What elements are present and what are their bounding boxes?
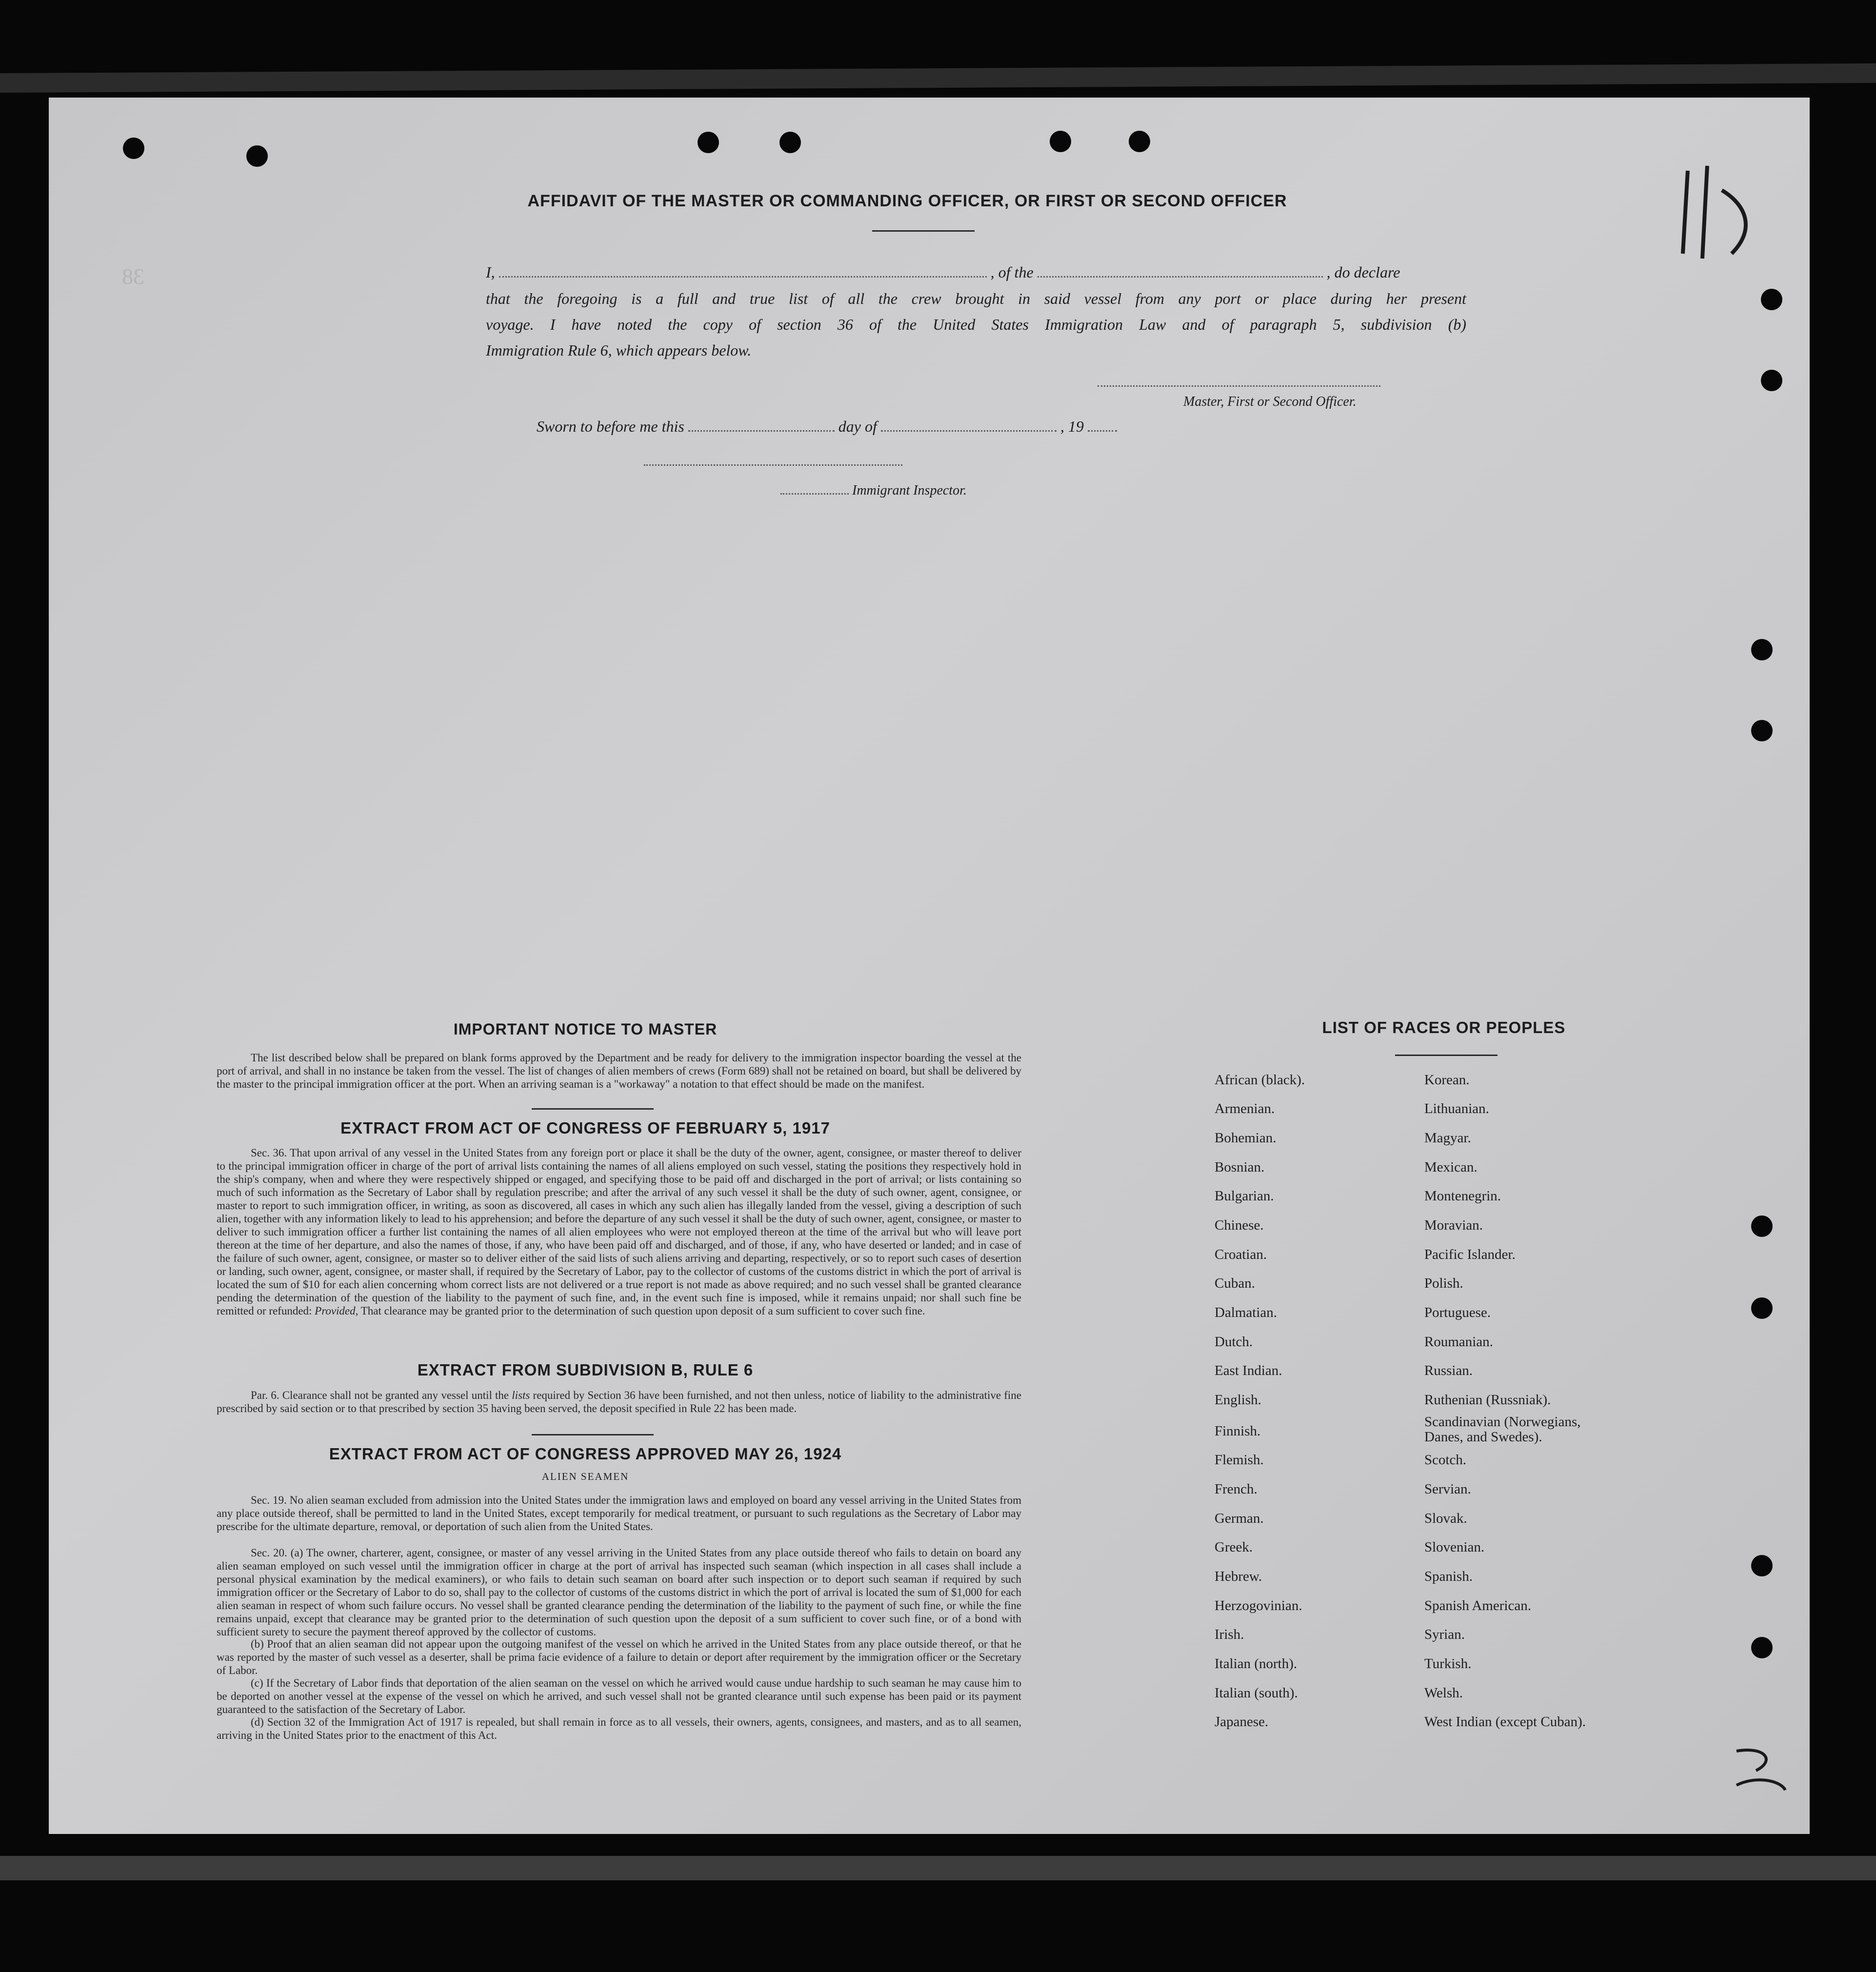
- race-item: Korean.: [1424, 1072, 1470, 1088]
- punch-hole: [779, 132, 801, 153]
- master-name-field[interactable]: [499, 276, 987, 278]
- handwritten-mark: [1673, 161, 1766, 263]
- race-item: Polish.: [1424, 1275, 1463, 1291]
- punch-hole: [1129, 131, 1150, 152]
- extract-rule6-text: [217, 1389, 1021, 1415]
- punch-hole: [1751, 1215, 1773, 1237]
- race-item: Magyar.: [1424, 1130, 1471, 1146]
- punch-hole: [1751, 639, 1773, 660]
- race-item: Montenegrin.: [1424, 1188, 1501, 1204]
- race-item: Croatian.: [1215, 1247, 1267, 1262]
- race-item: Slovak.: [1424, 1511, 1467, 1526]
- punch-hole: [1761, 370, 1782, 391]
- affidavit-line4: Immigration Rule 6, which appears below.: [486, 341, 752, 359]
- race-item: German.: [1215, 1511, 1264, 1526]
- inspector-signature-field[interactable]: [644, 464, 902, 466]
- race-item: Scandinavian (Norwegians, Danes, and Swedes).: [1424, 1414, 1581, 1445]
- day-of-label: day of: [838, 418, 877, 435]
- race-item: Armenian.: [1215, 1101, 1275, 1116]
- race-item: Bulgarian.: [1215, 1188, 1274, 1204]
- race-item: Ruthenian (Russniak).: [1424, 1392, 1551, 1408]
- race-item: Scotch.: [1424, 1452, 1467, 1468]
- extract-rule6-body-end: required by Section 36 have been furnished, and not then unless, notice of liability to the administrative fine prescribed by said section or to that prescribed by section 35 having been served, the deposit specified in Rule 22 has been made.: [217, 1389, 1022, 1414]
- race-item: Portuguese.: [1424, 1305, 1491, 1320]
- divider: [532, 1108, 654, 1110]
- race-item: French.: [1215, 1481, 1257, 1497]
- race-item: English.: [1215, 1392, 1261, 1408]
- inspector-name-field[interactable]: [780, 493, 849, 495]
- sworn-line: [537, 418, 1117, 436]
- race-item: East Indian.: [1215, 1363, 1282, 1378]
- punch-hole: [123, 138, 144, 159]
- extract-1924-section20b: (b) Proof that an alien seaman did not appear upon the outgoing manifest of the vessel on which he arrived in the United States from any place outside thereof, or that he was reported by the master of such vessel as a deserter, shall be prima facie evidence of a failure to detain or deport after requirement by the immigration officer or the Secretary of Labor.: [217, 1638, 1021, 1676]
- race-item: Italian (south).: [1215, 1685, 1298, 1701]
- race-item: Turkish.: [1424, 1656, 1472, 1672]
- race-item: Mexican.: [1424, 1159, 1477, 1175]
- race-item: Greek.: [1215, 1539, 1253, 1555]
- sworn-month-field[interactable]: [881, 430, 1057, 432]
- extract-1924-section20c: (c) If the Secretary of Labor finds that deportation of the alien seaman on the vessel on which he arrived would cause undue hardship to such seaman he may cause him to be deported on another vessel at the expense of the vessel on which he arrived, and such vessel shall not be granted clearance until such expense has been paid or its payment guaranteed to the satisfaction of the Secretary of Labor.: [217, 1677, 1021, 1715]
- divider: [1395, 1055, 1497, 1056]
- extract-rule6-body: Par. 6. Clearance shall not be granted any vessel until the: [251, 1389, 509, 1401]
- race-item: Lithuanian.: [1424, 1101, 1489, 1116]
- punch-hole: [1751, 720, 1773, 741]
- race-item: Irish.: [1215, 1627, 1244, 1642]
- extract-1924-section19: Sec. 19. No alien seaman excluded from admission into the United States under the immigration laws and employed on board any vessel arriving in the United States from any place outside thereof, shall be permitted to land in the United States, except temporarily for medical treatment, or pursuant to such regulations as the Secretary of Labor may prescribe for the ultimate departure, removal, or deportation of such alien from the United States.: [217, 1494, 1021, 1533]
- races-title: LIST OF RACES OR PEOPLES: [1322, 1018, 1566, 1036]
- sworn-year-field[interactable]: [1088, 430, 1117, 432]
- race-item: Herzogovinian.: [1215, 1598, 1302, 1613]
- race-item: Chinese.: [1215, 1217, 1264, 1233]
- affidavit-line2: that the foregoing is a full and true list of all the crew brought in said vessel from any port or place during her present: [486, 290, 1466, 307]
- extract-1924-section20a: Sec. 20. (a) The owner, charterer, agent, consignee, or master of any vessel arriving in the United States from any place outside thereof who fails to detain on board any alien seaman employed on such vessel until the immigration officer in charge at the port of arrival has inspected such seaman (which inspection in all cases shall include a personal physical examination by the medical examiners), or who fails to detain such seaman on board after such inspection or to deport such seaman if required by such immigration officer or the Secretary of Labor to do so, shall pay to the collector of customs of the customs district in which the port of arrival is located the sum of $1,000 for each alien seaman in respect of whom such failure occurs. No vessel shall be granted clearance pending the determination of the liability to the payment of such fine, or while the fine remains unpaid, except that clearance may be granted prior to the determination of such question upon the deposit of a sum sufficient to cover such fine, or of a bond with sufficient surety to secure the payment thereof approved by the collector of customs.: [217, 1547, 1021, 1638]
- race-item: Italian (north).: [1215, 1656, 1297, 1672]
- page-number-mirrored: 38: [122, 264, 144, 289]
- race-item: Slovenian.: [1424, 1539, 1485, 1555]
- vessel-name-field[interactable]: [1038, 276, 1323, 278]
- punch-hole: [246, 145, 268, 167]
- race-item: Servian.: [1424, 1481, 1471, 1497]
- punch-hole: [698, 132, 719, 153]
- race-item: African (black).: [1215, 1072, 1305, 1088]
- notice-text: The list described below shall be prepared on blank forms approved by the Department and be ready for delivery to the immigration inspector boarding the vessel at the port of arrival, and shall in no instance be taken from the vessel. The list of changes of alien members of crews (Form 689) shall not be retained on board, but shall be delivered by the master to the principal immigration officer at the port. When an arriving seaman is a "workaway" a notation to that effect should be made on the manifest.: [217, 1052, 1021, 1090]
- race-item: West Indian (except Cuban).: [1424, 1714, 1586, 1730]
- extract-1917-body-end: That clearance may be granted prior to the determination of such question upon deposit of a sum sufficient to cover such fine.: [360, 1305, 925, 1317]
- race-item: Spanish American.: [1424, 1598, 1532, 1613]
- race-item: Russian.: [1424, 1363, 1473, 1378]
- extract-1924-title: EXTRACT FROM ACT OF CONGRESS APPROVED MAY 26, 1924: [329, 1445, 842, 1463]
- affidavit-line1: [486, 263, 1400, 281]
- affidavit-line3: voyage. I have noted the copy of section 36 of the United States Immigration Law and of paragraph 5, subdivision (b): [486, 316, 1466, 333]
- handwritten-mark: [1727, 1741, 1795, 1800]
- extract-1917-body: Sec. 36. That upon arrival of any vessel in the United States from any foreign port or place it shall be the duty of the owner, agent, consignee, or master thereof to deliver to the principal immigration officer in charge of the port of arrival lists containing the names of all aliens employed on such vessel, stating the positions they respectively hold in the ship's company, when and where they were respectively shipped or engaged, and specifying those to be paid off and discharged in the port of arrival; or lists containing so much of such information as the Secretary of Labor shall by regulation prescribe; and after the arrival of any such vessel it shall be the duty of such owner, agent, consignee, or master to report to such immigration officer, in writing, as soon as discovered, all cases in which any such alien has illegally landed from the vessel, giving a description of such alien, together with any information likely to lead to his apprehension; and before the departure of any such vessel it shall be the duty of such owner, agent, consignee, or master to deliver to such immigration officer a further list containing the names of all alien employees who were not employed thereon at the time of the arrival but who will leave port thereon at the time of her departure, and also the names of those, if any, who have been paid off and discharged, and of those, if any, who have deserted or landed; and in case of the failure of such owner, agent, consignee, or master so to deliver either of the said lists of such aliens arriving and departing, respectively, or so to report such cases of desertion or landing, such owner, agent, consignee, or master shall, if required by the Secretary of Labor, pay to the collector of customs of the customs district in which the port of arrival is located the sum of $10 for each alien concerning whom correct lists are not delivered or a true report is not made as above required; and no such vessel shall be granted clearance pending the determination of the question of the liability to the payment of such fine, and, in the event such fine is imposed, while it remains unpaid; nor shall such fine be remitted or refunded:: [217, 1147, 1021, 1317]
- provided-word: Provided,: [315, 1305, 359, 1317]
- race-item: Syrian.: [1424, 1627, 1465, 1642]
- race-item: Bohemian.: [1215, 1130, 1277, 1146]
- signature-field[interactable]: [1098, 385, 1380, 387]
- inspector-caption-line: [780, 483, 967, 498]
- lists-word: lists: [512, 1389, 530, 1401]
- race-item: Roumanian.: [1424, 1334, 1493, 1350]
- race-item: Japanese.: [1215, 1714, 1269, 1730]
- signature-caption: Master, First or Second Officer.: [1183, 394, 1357, 409]
- race-item: Dalmatian.: [1215, 1305, 1277, 1320]
- punch-hole: [1761, 289, 1782, 310]
- film-edge-top: [0, 63, 1876, 93]
- affidavit-declare-label: , do declare: [1326, 263, 1400, 281]
- extract-1917-text: [217, 1146, 1021, 1317]
- punch-hole: [1751, 1555, 1773, 1576]
- divider: [532, 1434, 654, 1435]
- race-item: Hebrew.: [1215, 1569, 1262, 1584]
- extract-1917-title: EXTRACT FROM ACT OF CONGRESS OF FEBRUARY 5, 1917: [340, 1119, 830, 1137]
- race-item: Welsh.: [1424, 1685, 1463, 1701]
- race-item: Cuban.: [1215, 1275, 1255, 1291]
- extract-1924-section20d: (d) Section 32 of the Immigration Act of 1917 is repealed, but shall remain in force as to all vessels, their owners, agents, consignees, and masters, and as to all seamen, arriving in the United States prior to the enactment of this Act.: [217, 1716, 1021, 1741]
- manifest-page: [49, 98, 1810, 1834]
- race-item: Finnish.: [1215, 1423, 1261, 1439]
- race-item: Moravian.: [1424, 1217, 1483, 1233]
- race-item: Pacific Islander.: [1424, 1247, 1516, 1262]
- race-item: Bosnian.: [1215, 1159, 1265, 1175]
- extract-1924-subtitle: ALIEN SEAMEN: [541, 1471, 629, 1482]
- extract-rule6-title: EXTRACT FROM SUBDIVISION B, RULE 6: [417, 1361, 754, 1379]
- race-item: Dutch.: [1215, 1334, 1253, 1350]
- affidavit-of-the-label: , of the: [990, 263, 1034, 281]
- punch-hole: [1751, 1297, 1773, 1319]
- affidavit-i-label: I,: [486, 263, 495, 281]
- punch-hole: [1050, 131, 1071, 152]
- affidavit-title: AFFIDAVIT OF THE MASTER OR COMMANDING OFFICER, OR FIRST OR SECOND OFFICER: [527, 192, 1287, 210]
- notice-title: IMPORTANT NOTICE TO MASTER: [453, 1020, 718, 1038]
- race-item: Spanish.: [1424, 1569, 1473, 1584]
- race-item: Flemish.: [1215, 1452, 1264, 1468]
- sworn-label: Sworn to before me this: [537, 418, 684, 435]
- punch-hole: [1751, 1637, 1773, 1658]
- year-label: , 19: [1060, 418, 1084, 435]
- film-edge-bottom: [0, 1856, 1876, 1880]
- sworn-day-field[interactable]: [688, 430, 835, 432]
- divider: [872, 230, 975, 232]
- inspector-caption: Immigrant Inspector.: [852, 483, 967, 498]
